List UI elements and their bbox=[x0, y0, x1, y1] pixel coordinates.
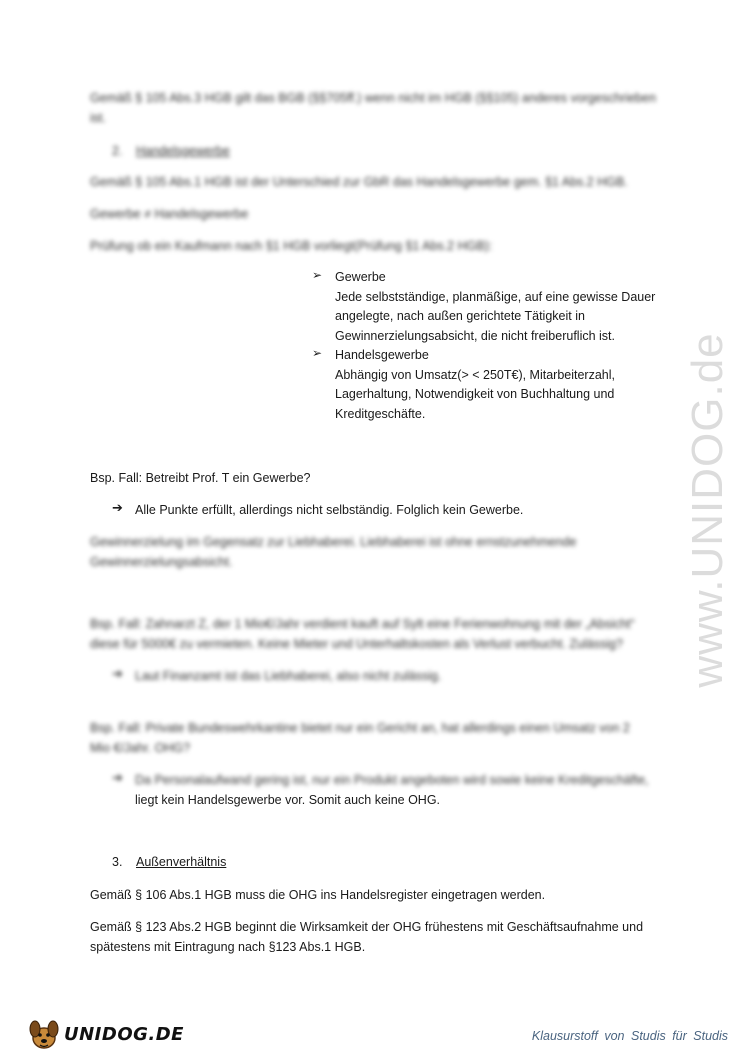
paragraph-blurred: Laut Finanzamt ist das Liebhaberei, also nicht zulässig. bbox=[135, 669, 442, 683]
bullet-text: Kreditgeschäfte. bbox=[335, 407, 426, 421]
section-number: 2. bbox=[112, 144, 123, 158]
paragraph-blurred: Gewinnerzielung im Gegensatz zur Liebhaberei. Liebhaberei ist ohne ernstzunehmende bbox=[90, 535, 577, 549]
right-arrow-icon: ➔ bbox=[112, 500, 123, 515]
footer-slogan: Klausurstoff von Studis für Studis bbox=[531, 1029, 728, 1043]
bullet-text: Lagerhaltung, Notwendigkeit von Buchhaltung und bbox=[335, 387, 615, 401]
paragraph-blurred: Gemäß § 105 Abs.1 HGB ist der Unterschied zur GbR das Handelsgewerbe gem. §1 Abs.2 HGB. bbox=[90, 175, 628, 189]
section-number: 3. bbox=[112, 855, 123, 869]
case-answer: Alle Punkte erfüllt, allerdings nicht selbständig. Folglich kein Gewerbe. bbox=[135, 503, 524, 517]
paragraph-blurred: Bsp. Fall: Private Bundeswehrkantine bietet nur ein Gericht an, hat allerdings einen Umsatz von 2 bbox=[90, 721, 630, 735]
case-answer: liegt kein Handelsgewerbe vor. Somit auch keine OHG. bbox=[135, 793, 441, 807]
paragraph: spätestens mit Eintragung nach §123 Abs.1 HGB. bbox=[90, 940, 366, 954]
paragraph-blurred: Gewinnerzielungsabsicht. bbox=[90, 555, 233, 569]
bullet-text: Abhängig von Umsatz(> < 250T€), Mitarbeiterzahl, bbox=[335, 368, 615, 382]
right-arrow-icon: ➔ bbox=[112, 770, 123, 785]
paragraph-blurred: Da Personalaufwand gering ist, nur ein Produkt angeboten wird sowie keine Kreditgeschäfte, bbox=[135, 773, 649, 787]
bullet-text: Gewinnerzielungsabsicht, die nicht freiberuflich ist. bbox=[335, 329, 615, 343]
dog-icon bbox=[24, 1016, 64, 1052]
paragraph-blurred: ist. bbox=[90, 111, 106, 125]
paragraph-blurred: Prüfung ob ein Kaufmann nach §1 HGB vorliegt(Prüfung §1 Abs.2 HGB): bbox=[90, 239, 493, 253]
bullet-text: Jede selbstständige, planmäßige, auf eine gewisse Dauer bbox=[335, 290, 656, 304]
paragraph-blurred: Gewerbe ≠ Handelsgewerbe bbox=[90, 207, 249, 221]
paragraph: Gemäß § 106 Abs.1 HGB muss die OHG ins Handelsregister eingetragen werden. bbox=[90, 888, 546, 902]
section-heading: Außenverhältnis bbox=[136, 855, 227, 869]
bullet-arrow-icon: ➢ bbox=[312, 268, 323, 282]
paragraph-blurred: Bsp. Fall: Zahnarzt Z, der 1 Mio€/Jahr verdient kauft auf Sylt eine Ferienwohnung mit der „Absicht“ bbox=[90, 617, 635, 631]
section-heading: Handelsgewerbe bbox=[136, 144, 230, 158]
bullet-title: Gewerbe bbox=[335, 270, 386, 284]
bullet-arrow-icon: ➢ bbox=[312, 346, 323, 360]
right-arrow-icon: ➔ bbox=[112, 666, 123, 681]
paragraph-blurred: Mio €/Jahr. OHG? bbox=[90, 741, 191, 755]
unidog-logo bbox=[24, 1016, 184, 1052]
bullet-title: Handelsgewerbe bbox=[335, 348, 429, 362]
paragraph-blurred: Gemäß § 105 Abs.3 HGB gilt das BGB (§§705ff.) wenn nicht im HGB (§§105) anderes vorgeschrieben bbox=[90, 91, 657, 105]
bullet-text: angelegte, nach außen gerichtete Tätigkeit in bbox=[335, 309, 585, 323]
watermark: www.UNIDOG.de bbox=[683, 332, 732, 688]
case-question: Bsp. Fall: Betreibt Prof. T ein Gewerbe? bbox=[90, 471, 311, 485]
paragraph: Gemäß § 123 Abs.2 HGB beginnt die Wirksamkeit der OHG frühestens mit Geschäftsaufnahme und bbox=[90, 920, 644, 934]
paragraph-blurred: diese für 5000€ zu vermieten. Keine Mieter und Unterhaltskosten als Verlust verbucht. Zulässig? bbox=[90, 637, 623, 651]
logo-text: UNIDOG.DE bbox=[64, 1024, 184, 1045]
